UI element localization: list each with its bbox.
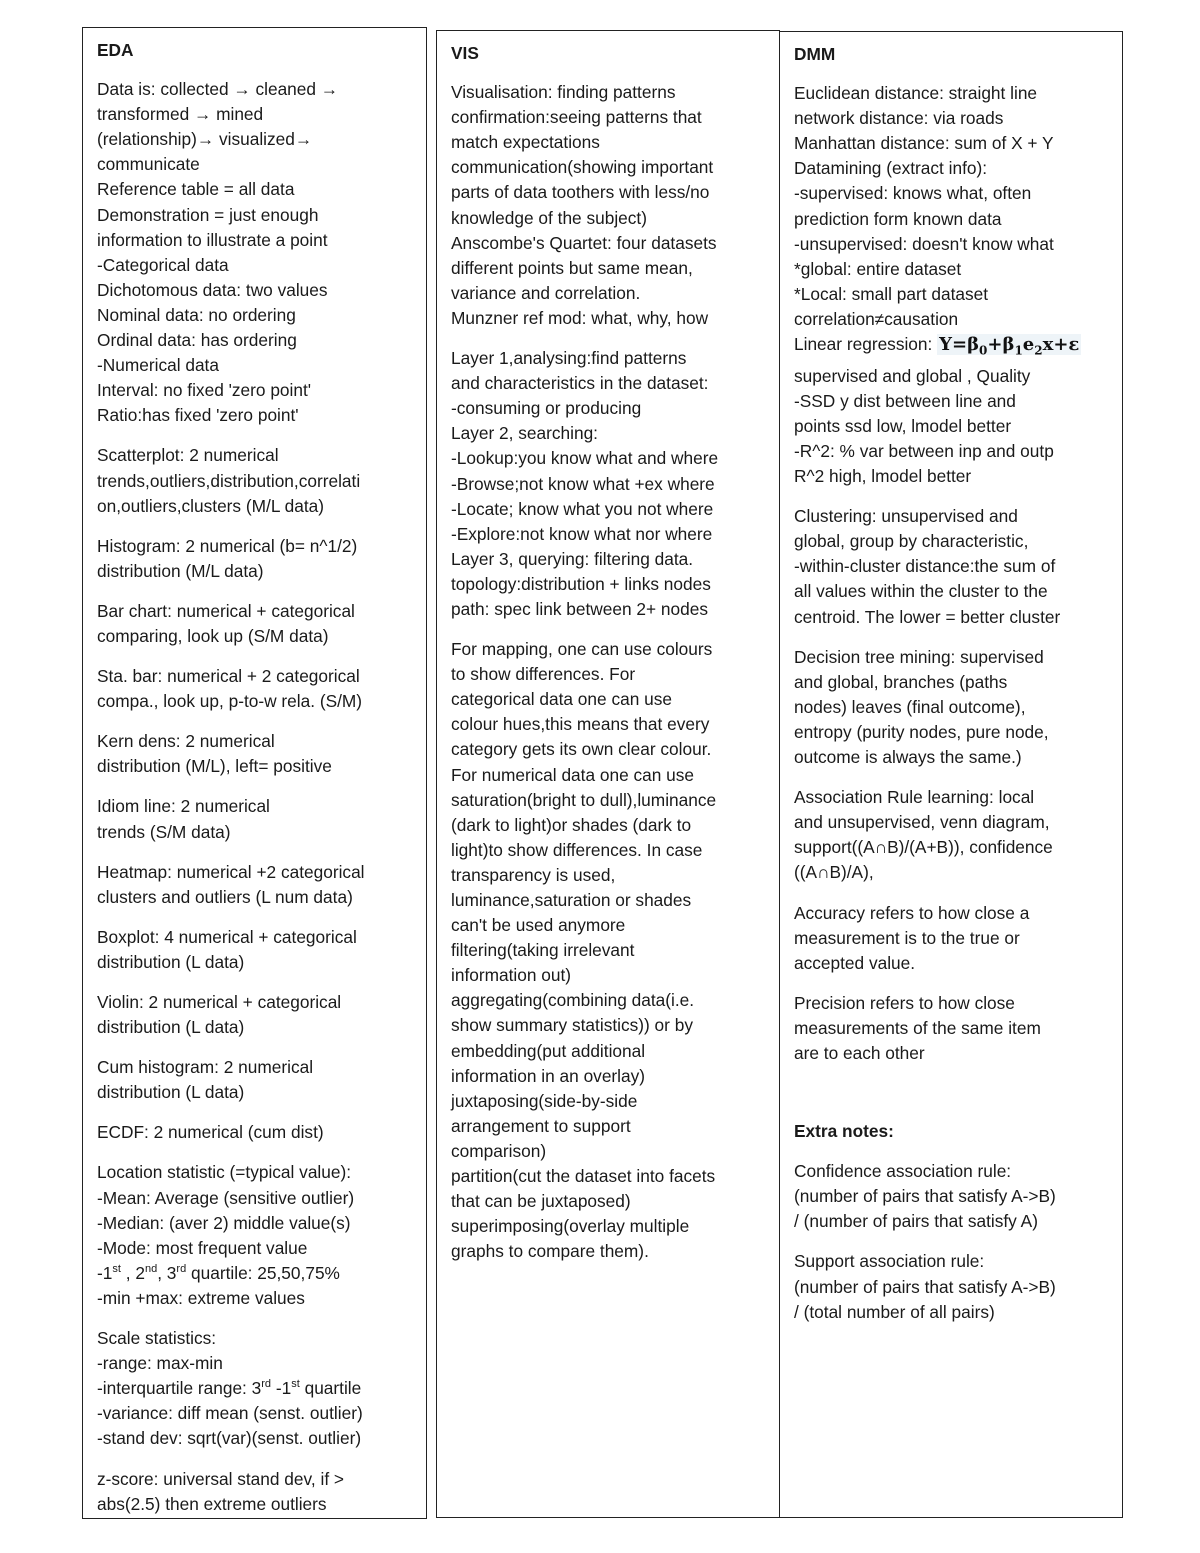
- text-line: -SSD y dist between line and: [794, 390, 1016, 411]
- quartile-line: -1st , 2nd, 3rd quartile: 25,50,75%: [97, 1262, 340, 1283]
- text-line: -unsupervised: doesn't know what: [794, 233, 1054, 254]
- dmm-intro: [794, 81, 1110, 489]
- text-line: Data is: collected → cleaned →: [97, 79, 339, 100]
- text-line: all values within the cluster to the: [794, 581, 1048, 602]
- text-line: and global, branches (paths: [794, 671, 1008, 692]
- text-line: measurement is to the true or: [794, 927, 1020, 948]
- text-line: Visualisation: finding patterns: [451, 82, 676, 103]
- text-line: arrangement to support: [451, 1115, 631, 1136]
- paragraph: [794, 1159, 1110, 1234]
- scale-statistics: [97, 1326, 414, 1451]
- text-line: -consuming or producing: [451, 398, 642, 419]
- text-line: For numerical data one can use: [451, 764, 695, 785]
- text-line: can't be used anymore: [451, 915, 626, 936]
- eda-column: [82, 27, 427, 1519]
- eda-paragraphs: [97, 77, 414, 1261]
- text-line: show summary statistics)) or by: [451, 1015, 693, 1036]
- paragraph: [97, 990, 414, 1040]
- minmax-line: -min +max: extreme values: [97, 1287, 305, 1308]
- text-line: global, group by characteristic,: [794, 531, 1029, 552]
- paragraph: [97, 1055, 414, 1105]
- linear-regression-line: Linear regression: $Y=\beta_0+\beta_1e_2x+\varepsilon$: [794, 334, 1080, 358]
- text-line: -Lookup:you know what and where: [451, 448, 719, 469]
- stddev-line: -stand dev: sqrt(var)(senst. outlier): [97, 1428, 362, 1449]
- text-line: Boxplot: 4 numerical + categorical: [97, 926, 357, 947]
- iqr-line: -interquartile range: 3rd -1st quartile: [97, 1378, 362, 1399]
- text-line: (number of pairs that satisfy A->B): [794, 1186, 1056, 1207]
- text-line: Ratio:has fixed 'zero point': [97, 405, 299, 426]
- regression-equation: $Y=\beta_0+\beta_1e_2x+\varepsilon$: [939, 334, 1080, 358]
- text-line: Idiom line: 2 numerical: [97, 796, 270, 817]
- vis-title: VIS: [451, 43, 479, 63]
- dmm-intro-lines: [794, 81, 1110, 332]
- text-line: path: spec link between 2+ nodes: [451, 598, 708, 619]
- range-line: -range: max-min: [97, 1353, 223, 1374]
- text-line: -Explore:not know what nor where: [451, 523, 713, 544]
- text-line: partition(cut the dataset into facets: [451, 1166, 716, 1187]
- text-line: ECDF: 2 numerical (cum dist): [97, 1122, 324, 1143]
- text-line: distribution (L data): [97, 951, 245, 972]
- paragraph: [451, 80, 767, 331]
- extra-paragraphs: [794, 1159, 1110, 1325]
- text-line: colour hues,this means that every: [451, 714, 710, 735]
- text-line: variance and correlation.: [451, 282, 641, 303]
- text-line: -Locate; know what you not where: [451, 498, 714, 519]
- text-line: Nominal data: no ordering: [97, 304, 296, 325]
- text-line: Dichotomous data: two values: [97, 279, 328, 300]
- paragraph: [794, 504, 1110, 629]
- text-line: For mapping, one can use colours: [451, 639, 713, 660]
- paragraph: [794, 645, 1110, 770]
- text-line: *global: entire dataset: [794, 258, 962, 279]
- text-line: R^2 high, lmodel better: [794, 466, 972, 487]
- text-line: nodes) leaves (final outcome),: [794, 696, 1026, 717]
- text-line: Kern dens: 2 numerical: [97, 731, 275, 752]
- text-line: Anscombe's Quartet: four datasets: [451, 232, 717, 253]
- text-line: category gets its own clear colour.: [451, 739, 712, 760]
- text-line: that can be juxtaposed): [451, 1191, 631, 1212]
- text-line: Reference table = all data: [97, 179, 295, 200]
- paragraph: [97, 794, 414, 844]
- text-line: Layer 3, querying: filtering data.: [451, 548, 694, 569]
- scale-title: Scale statistics:: [97, 1328, 217, 1349]
- text-line: confirmation:seeing patterns that: [451, 107, 702, 128]
- text-line: aggregating(combining data(i.e.: [451, 990, 695, 1011]
- text-line: and characteristics in the dataset:: [451, 373, 709, 394]
- text-line: Precision refers to how close: [794, 992, 1015, 1013]
- text-line: -supervised: knows what, often: [794, 183, 1032, 204]
- text-line: information in an overlay): [451, 1065, 646, 1086]
- paragraph: [794, 901, 1110, 976]
- vis-column: [436, 30, 780, 1518]
- paragraph: [97, 925, 414, 975]
- text-line: Accuracy refers to how close a: [794, 902, 1030, 923]
- text-line: and unsupervised, venn diagram,: [794, 812, 1050, 833]
- text-line: to show differences. For: [451, 664, 636, 685]
- paragraph: [97, 599, 414, 649]
- dmm-column: [779, 31, 1123, 1518]
- text-line: Datamining (extract info):: [794, 158, 988, 179]
- text-line: are to each other: [794, 1042, 925, 1063]
- paragraph: [97, 77, 414, 428]
- text-line: Cum histogram: 2 numerical: [97, 1057, 314, 1078]
- text-line: Histogram: 2 numerical (b= n^1/2): [97, 535, 358, 556]
- text-line: topology:distribution + links nodes: [451, 573, 711, 594]
- text-line: prediction form known data: [794, 208, 1002, 229]
- text-line: distribution (M/L data): [97, 560, 264, 581]
- text-line: embedding(put additional: [451, 1040, 646, 1061]
- text-line: superimposing(overlay multiple: [451, 1216, 690, 1237]
- text-line: transformed → mined: [97, 104, 264, 125]
- paragraph: [97, 443, 414, 518]
- paragraph: [97, 1120, 414, 1145]
- text-line: (number of pairs that satisfy A->B): [794, 1276, 1056, 1297]
- text-line: saturation(bright to dull),luminance: [451, 789, 717, 810]
- text-line: Ordinal data: has ordering: [97, 330, 297, 351]
- text-line: distribution (M/L), left= positive: [97, 756, 332, 777]
- text-line: distribution (L data): [97, 1017, 245, 1038]
- text-line: Clustering: unsupervised and: [794, 506, 1018, 527]
- dmm-title: DMM: [794, 44, 836, 64]
- text-line: on,outliers,clusters (M/L data): [97, 495, 324, 516]
- text-line: comparison): [451, 1140, 547, 1161]
- text-line: / (number of pairs that satisfy A): [794, 1211, 1038, 1232]
- text-line: communicate: [97, 154, 200, 175]
- text-line: network distance: via roads: [794, 108, 1004, 129]
- text-line: support((A∩B)/(A+B)), confidence: [794, 837, 1053, 858]
- text-line: Location statistic (=typical value):: [97, 1162, 352, 1183]
- variance-line: -variance: diff mean (senst. outlier): [97, 1403, 363, 1424]
- text-line: *Local: small part dataset: [794, 283, 989, 304]
- text-line: Demonstration = just enough: [97, 204, 319, 225]
- text-line: parts of data toothers with less/no: [451, 182, 710, 203]
- text-line: correlation≠causation: [794, 308, 959, 329]
- text-line: -Browse;not know what +ex where: [451, 473, 715, 494]
- text-line: Sta. bar: numerical + 2 categorical: [97, 666, 360, 687]
- text-line: trends,outliers,distribution,correlati: [97, 470, 361, 491]
- paragraph: [97, 664, 414, 714]
- text-line: measurements of the same item: [794, 1017, 1041, 1038]
- text-line: knowledge of the subject): [451, 207, 647, 228]
- text-line: Decision tree mining: supervised: [794, 646, 1044, 667]
- text-line: Heatmap: numerical +2 categorical: [97, 861, 365, 882]
- text-line: transparency is used,: [451, 864, 616, 885]
- text-line: ((A∩B)/A),: [794, 862, 874, 883]
- paragraph: [794, 785, 1110, 885]
- text-line: Interval: no fixed 'zero point': [97, 380, 312, 401]
- paragraph: [97, 1160, 414, 1260]
- text-line: information to illustrate a point: [97, 229, 328, 250]
- text-line: Violin: 2 numerical + categorical: [97, 992, 342, 1012]
- text-line: z-score: universal stand dev, if >: [97, 1468, 345, 1489]
- text-line: -Categorical data: [97, 254, 229, 275]
- text-line: centroid. The lower = better cluster: [794, 606, 1061, 627]
- text-line: comparing, look up (S/M data): [97, 625, 329, 646]
- text-line: luminance,saturation or shades: [451, 890, 692, 910]
- paragraph: [794, 991, 1110, 1066]
- text-line: -R^2: % var between inp and outp: [794, 441, 1054, 461]
- text-line: abs(2.5) then extreme outliers: [97, 1493, 327, 1514]
- text-line: Euclidean distance: straight line: [794, 83, 1038, 104]
- text-line: trends (S/M data): [97, 821, 231, 842]
- text-line: Layer 2, searching:: [451, 423, 598, 444]
- text-line: accepted value.: [794, 952, 916, 973]
- text-line: -Mean: Average (sensitive outlier): [97, 1187, 355, 1208]
- text-line: light)to show differences. In case: [451, 839, 703, 860]
- text-line: Support association rule:: [794, 1251, 985, 1272]
- text-line: -Mode: most frequent value: [97, 1237, 308, 1258]
- paragraph: [451, 637, 767, 1264]
- text-line: distribution (L data): [97, 1082, 245, 1103]
- text-line: / (total number of all pairs): [794, 1301, 995, 1322]
- zscore: [97, 1467, 414, 1517]
- eda-title: EDA: [97, 40, 134, 60]
- text-line: (relationship)→ visualized→: [97, 129, 313, 150]
- text-line: categorical data one can use: [451, 689, 672, 710]
- text-line: Scatterplot: 2 numerical: [97, 445, 279, 466]
- text-line: supervised and global , Quality: [794, 365, 1031, 386]
- paragraph: [451, 346, 767, 622]
- text-line: outcome is always the same.): [794, 747, 1022, 768]
- text-line: Association Rule learning: local: [794, 787, 1035, 808]
- vis-paragraphs: [451, 80, 767, 1264]
- eda-location-tail: [97, 1261, 414, 1311]
- text-line: -Median: (aver 2) middle value(s): [97, 1212, 351, 1233]
- text-line: Bar chart: numerical + categorical: [97, 600, 355, 621]
- text-line: different points but same mean,: [451, 257, 693, 278]
- text-line: clusters and outliers (L num data): [97, 886, 353, 907]
- text-line: filtering(taking irrelevant: [451, 940, 635, 961]
- linreg-lines: [794, 364, 1110, 489]
- text-line: points ssd low, lmodel better: [794, 415, 1012, 436]
- text-line: Munzner ref mod: what, why, how: [451, 307, 709, 328]
- text-line: graphs to compare them).: [451, 1241, 649, 1262]
- text-line: Layer 1,analysing:find patterns: [451, 348, 687, 369]
- text-line: juxtaposing(side-by-side: [451, 1090, 638, 1111]
- text-line: information out): [451, 965, 572, 986]
- text-line: Confidence association rule:: [794, 1161, 1012, 1182]
- text-line: compa., look up, p-to-w rela. (S/M): [97, 691, 363, 712]
- text-line: Manhattan distance: sum of X + Y: [794, 133, 1054, 154]
- text-line: entropy (purity nodes, pure node,: [794, 721, 1049, 742]
- dmm-paragraphs: [794, 504, 1110, 1066]
- text-line: -within-cluster distance:the sum of: [794, 556, 1056, 577]
- paragraph: [794, 1249, 1110, 1324]
- paragraph: [97, 729, 414, 779]
- text-line: (dark to light)or shades (dark to: [451, 814, 692, 835]
- extra-notes-title: Extra notes:: [794, 1121, 894, 1142]
- text-line: match expectations: [451, 132, 600, 153]
- text-line: communication(showing important: [451, 157, 714, 178]
- paragraph: [97, 860, 414, 910]
- paragraph: [97, 534, 414, 584]
- text-line: -Numerical data: [97, 355, 219, 376]
